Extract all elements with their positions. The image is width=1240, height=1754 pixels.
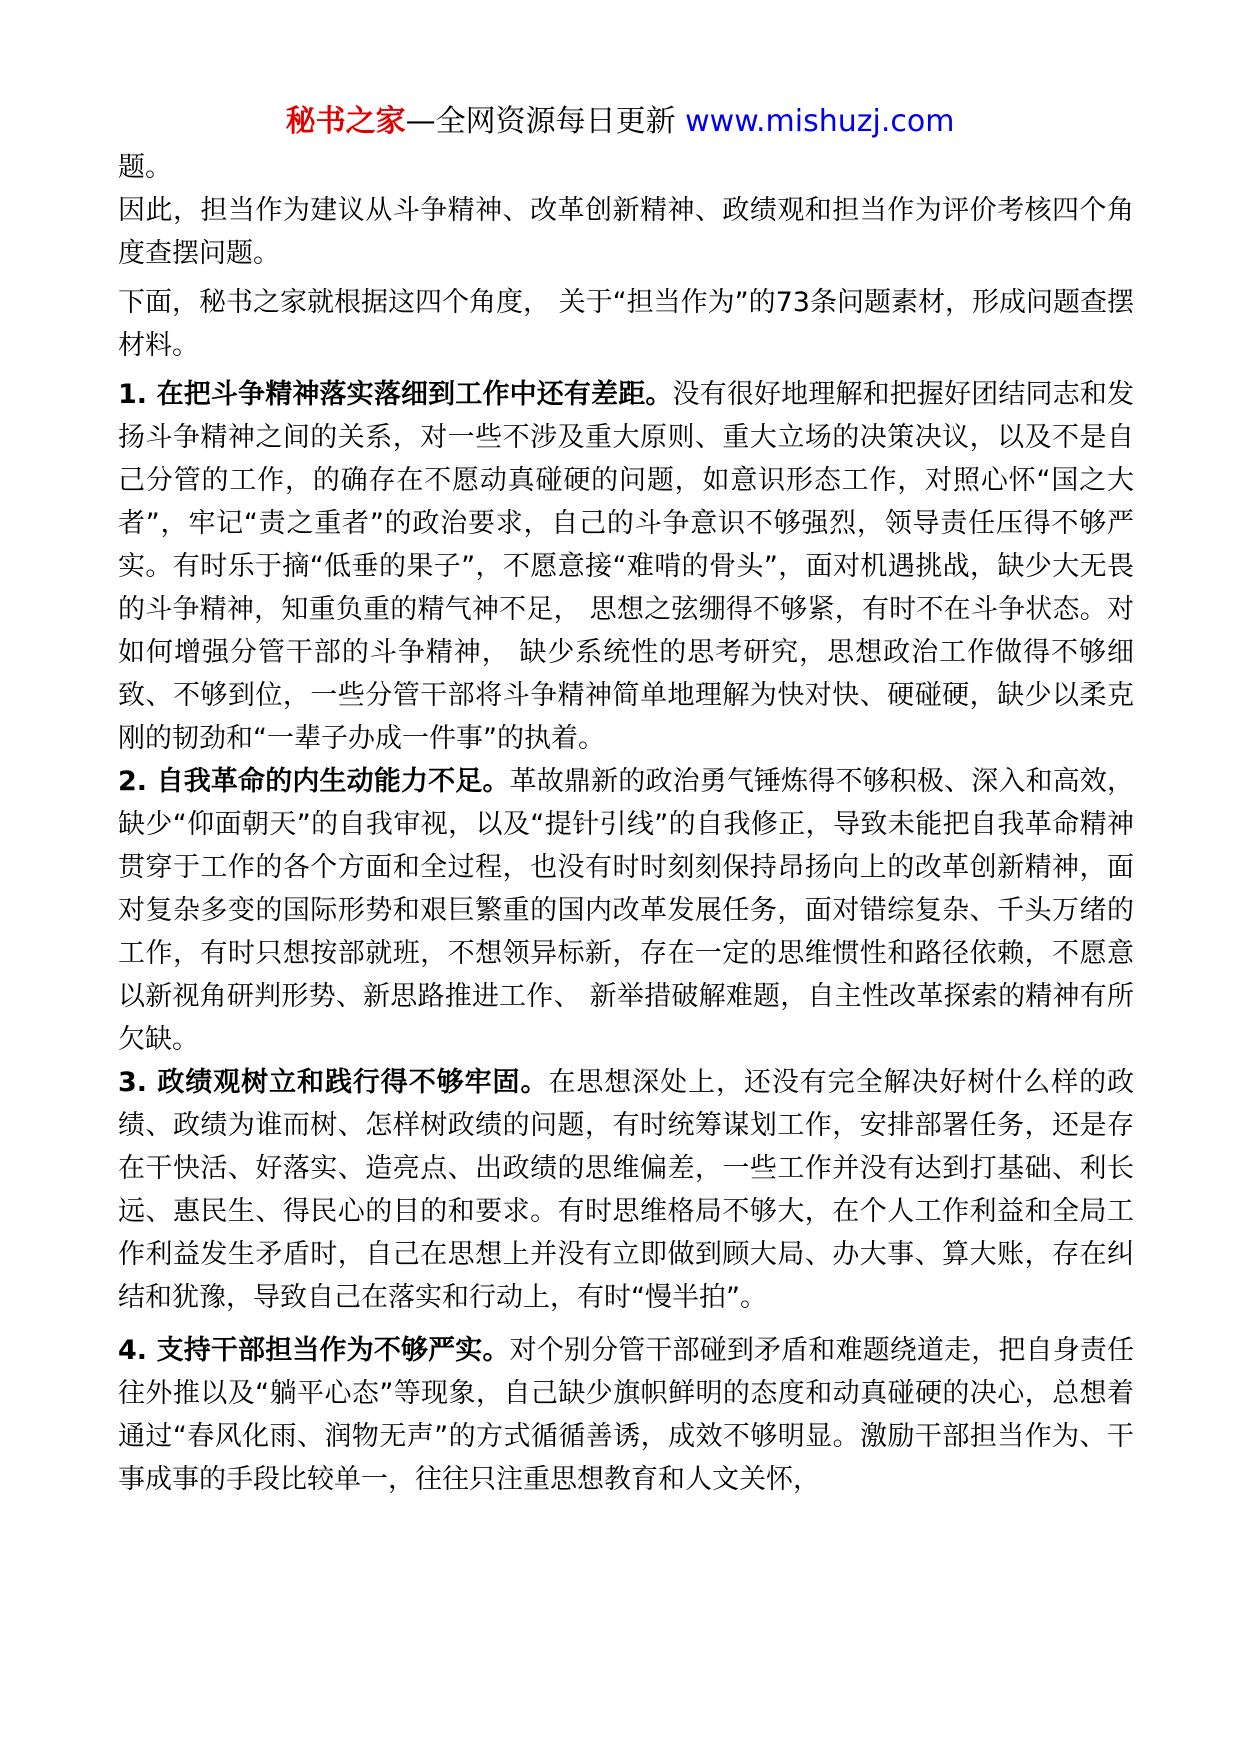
intro-tail-paragraph: 题。	[118, 152, 172, 183]
item-title-1: 1. 在把斗争精神落实落细到工作中还有差距。	[118, 379, 673, 410]
item-body-4: 对个别分管干部碰到矛盾和难题绕道走，把自身责任往外推以及“躺平心态”等现象，自己缺少旗帜鲜明的态度和动真碰硬的决心，总想着通过“春风化雨、润物无声”的方式循循善诱，成效不够明显。激励干部担当作为、干事成事的手段比较单一，往往只注重思想教育和人文关怀，	[118, 1335, 1134, 1495]
header-brand: 秘书之家	[285, 104, 406, 139]
item-title-2: 2. 自我革命的内生动能力不足。	[118, 766, 510, 797]
header-tagline: —全网资源每日更新	[405, 104, 686, 139]
intro-therefore-paragraph: 因此，担当作为建议从斗争精神、改革创新精神、政绩观和担当作为评价考核四个角度查摆问题。	[118, 195, 1134, 269]
item-paragraph-2	[118, 760, 1134, 1061]
intro-below-paragraph: 下面，秘书之家就根据这四个角度， 关于“担当作为”的73条问题素材，形成问题查摆材料。	[118, 287, 1134, 361]
item-paragraph-1	[118, 373, 1134, 760]
item-body-1: 没有很好地理解和把握好团结同志和发扬斗争精神之间的关系，对一些不涉及重大原则、重大立场的决策决议，以及不是自己分管的工作，的确存在不愿动真碰硬的问题，如意识形态工作，对照心怀“国之大者”，牢记“责之重者”的政治要求，自己的斗争意识不够强烈，领导责任压得不够严实。有时乐于摘“低垂的果子”，不愿意接“难啃的骨头”，面对机遇挑战，缺少大无畏的斗争精神，知重负重的精气神不足， 思想之弦绷得不够紧，有时不在斗争状态。对如何增强分管干部的斗争精神， 缺少系统性的思考研究，思想政治工作做得不够细致、不够到位，一些分管干部将斗争精神简单地理解为快对快、硬碰硬，缺少以柔克刚的韧劲和“一辈子办成一件事”的执着。	[118, 379, 1134, 754]
item-title-3: 3. 政绩观树立和践行得不够牢固。	[118, 1067, 549, 1098]
header-url-link[interactable]: www.mishuzj.com	[685, 104, 955, 139]
document-body	[118, 146, 1134, 1501]
page-header	[0, 102, 1240, 142]
item-title-4: 4. 支持干部担当作为不够严实。	[118, 1335, 510, 1366]
item-paragraph-4	[118, 1329, 1134, 1501]
item-paragraph-3	[118, 1061, 1134, 1319]
item-body-3: 在思想深处上，还没有完全解决好树什么样的政绩、政绩为谁而树、怎样树政绩的问题，有时统筹谋划工作，安排部署任务，还是存在干快活、好落实、造亮点、出政绩的思维偏差，一些工作并没有达到打基础、利长远、惠民生、得民心的目的和要求。有时思维格局不够大，在个人工作利益和全局工作利益发生矛盾时，自己在思想上并没有立即做到顾大局、办大事、算大账，存在纠结和犹豫，导致自己在落实和行动上，有时“慢半拍”。	[118, 1067, 1135, 1313]
item-body-2: 革故鼎新的政治勇气锤炼得不够积极、深入和高效，缺少“仰面朝天”的自我审视，以及“提针引线”的自我修正，导致未能把自我革命精神贯穿于工作的各个方面和全过程，也没有时时刻刻保持昂扬向上的改革创新精神，面对复杂多变的国际形势和艰巨繁重的国内改革发展任务，面对错综复杂、千头万绪的工作，有时只想按部就班，不想领异标新，存在一定的思维惯性和路径依赖，不愿意以新视角研判形势、新思路推进工作、 新举措破解难题，自主性改革探索的精神有所欠缺。	[118, 766, 1134, 1055]
